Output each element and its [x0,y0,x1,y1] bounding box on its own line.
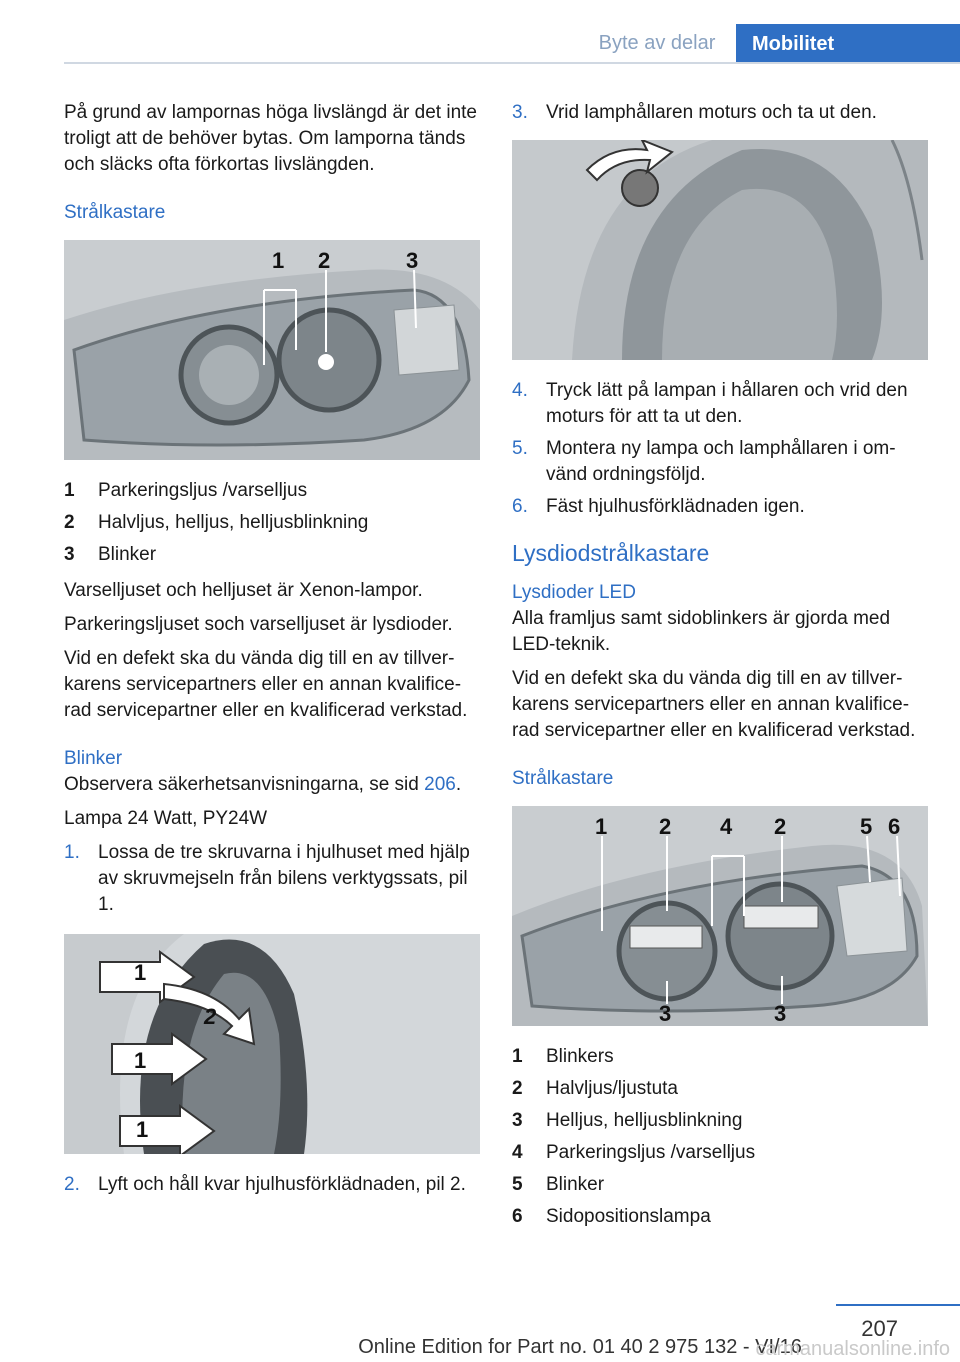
legend1-num-1: 1 [64,480,75,501]
step-2: 2. Lyft och håll kvar hjulhusförklädnaden, pil 2. [64,1174,466,1195]
legend2-text-6: Sidopositionslampa [546,1206,711,1227]
fig1-label-3: 3 [406,248,419,273]
intro-text: På grund av lampornas höga livslängd är det inte troligt att de behöver bytas. Om lamporna tänds och släcks ofta förkortas livslängden. [64,102,477,175]
headlight-xenon-figure [64,240,480,460]
fig1-label-2: 2 [318,248,331,273]
fig4-label-4: 4 [720,814,733,839]
legend2-text-4: Parkeringsljus /varselljus [546,1142,756,1163]
fig4-label-3a: 3 [659,1001,672,1026]
lampholder-figure [512,140,928,360]
heading-ledlight: Lysdiodstrålkastare [512,540,710,566]
fig4-label-2a: 2 [659,814,672,839]
chapter-tab: Mobilitet [736,24,960,64]
step-1: 1. Lossa de tre skruvarna i hjulhuset med hjälp av skruvmejseln från bilens verktygssats, pil 1. [64,842,470,915]
left-column [64,100,480,1204]
step-4: 4. Tryck lätt på lampan i hållaren och vrid den moturs för att ta ut den. [512,380,908,427]
heading-blinker: Blinker [64,748,123,769]
legend1-num-3: 3 [64,544,75,565]
step-5: 5. Montera ny lampa och lamphållaren i omvänd ordningsföljd. [512,438,896,485]
legend1-text-3: Blinker [98,544,157,565]
xenon-text: Varselljuset och helljuset är Xenon-lampor. [64,580,423,601]
legend2-text-3: Helljus, helljusblinkning [546,1110,743,1131]
legend-xenon [64,478,480,568]
fig2-label-1a: 1 [134,960,147,985]
heading-headlight: Strålkastare [64,202,166,223]
fig4-label-1: 1 [595,814,608,839]
section-tab: Byte av delar [598,32,716,54]
right-column [512,100,928,1240]
fig1-label-1: 1 [272,248,285,273]
fig2-label-1c: 1 [136,1117,149,1142]
legend2-text-1: Blinkers [546,1046,614,1067]
footer-divider [836,1304,960,1306]
legend-led [512,1044,928,1230]
legend2-num-5: 5 [512,1174,523,1195]
legend2-num-4: 4 [512,1142,523,1163]
edition-text: Online Edition for Part no. 01 40 2 975 132 - VI/16 [358,1336,802,1358]
page-number: 207 [861,1316,898,1341]
legend2-num-1: 1 [512,1046,523,1067]
observe-text: Observera säkerhetsanvisningarna, se sid 206. [64,774,462,795]
all-led-text: Alla framljus samt sidoblinkers är gjorda med LED-teknik. [512,608,891,655]
wheelarch-screws-figure [64,934,480,1154]
legend2-text-5: Blinker [546,1174,605,1195]
legend2-text-2: Halvljus/ljustuta [546,1078,678,1099]
defect-text-right: Vid en defekt ska du vända dig till en av tillverkarens servicepartners eller en annan kvalificerad servicepartner eller en kvalificerad verkstad. [512,668,916,741]
heading-led: Lysdioder LED [512,582,636,603]
fig4-label-5: 5 [860,814,873,839]
watermark: carmanualsonline.info [755,1338,950,1360]
fig4-label-3b: 3 [774,1001,787,1026]
legend1-text-2: Halvljus, helljus, helljusblinkning [98,512,369,533]
legend2-num-6: 6 [512,1206,523,1227]
fig2-label-2: 2 [204,1004,217,1029]
header-divider [64,62,960,64]
page-ref-link[interactable]: 206 [424,774,456,795]
legend1-num-2: 2 [64,512,75,533]
legend2-num-2: 2 [512,1078,523,1099]
heading-headlight-led: Strålkastare [512,768,614,789]
led-text: Parkeringsljuset soch varselljuset är lysdioder. [64,614,453,635]
lamp-spec: Lampa 24 Watt, PY24W [64,808,268,829]
fig4-label-6: 6 [888,814,901,839]
fig4-label-2b: 2 [774,814,787,839]
step-3: 3. Vrid lamphållaren moturs och ta ut den. [512,102,877,123]
legend2-num-3: 3 [512,1110,523,1131]
fig2-label-1b: 1 [134,1048,147,1073]
defect-text: Vid en defekt ska du vända dig till en av tillverkarens servicepartners eller en annan kvalificerad servicepartner eller en kvalificerad verkstad. [64,648,468,721]
headlight-led-figure [512,806,928,1026]
legend1-text-1: Parkeringsljus /varselljus [98,480,308,501]
step-6: 6. Fäst hjulhusförklädnaden igen. [512,496,805,517]
